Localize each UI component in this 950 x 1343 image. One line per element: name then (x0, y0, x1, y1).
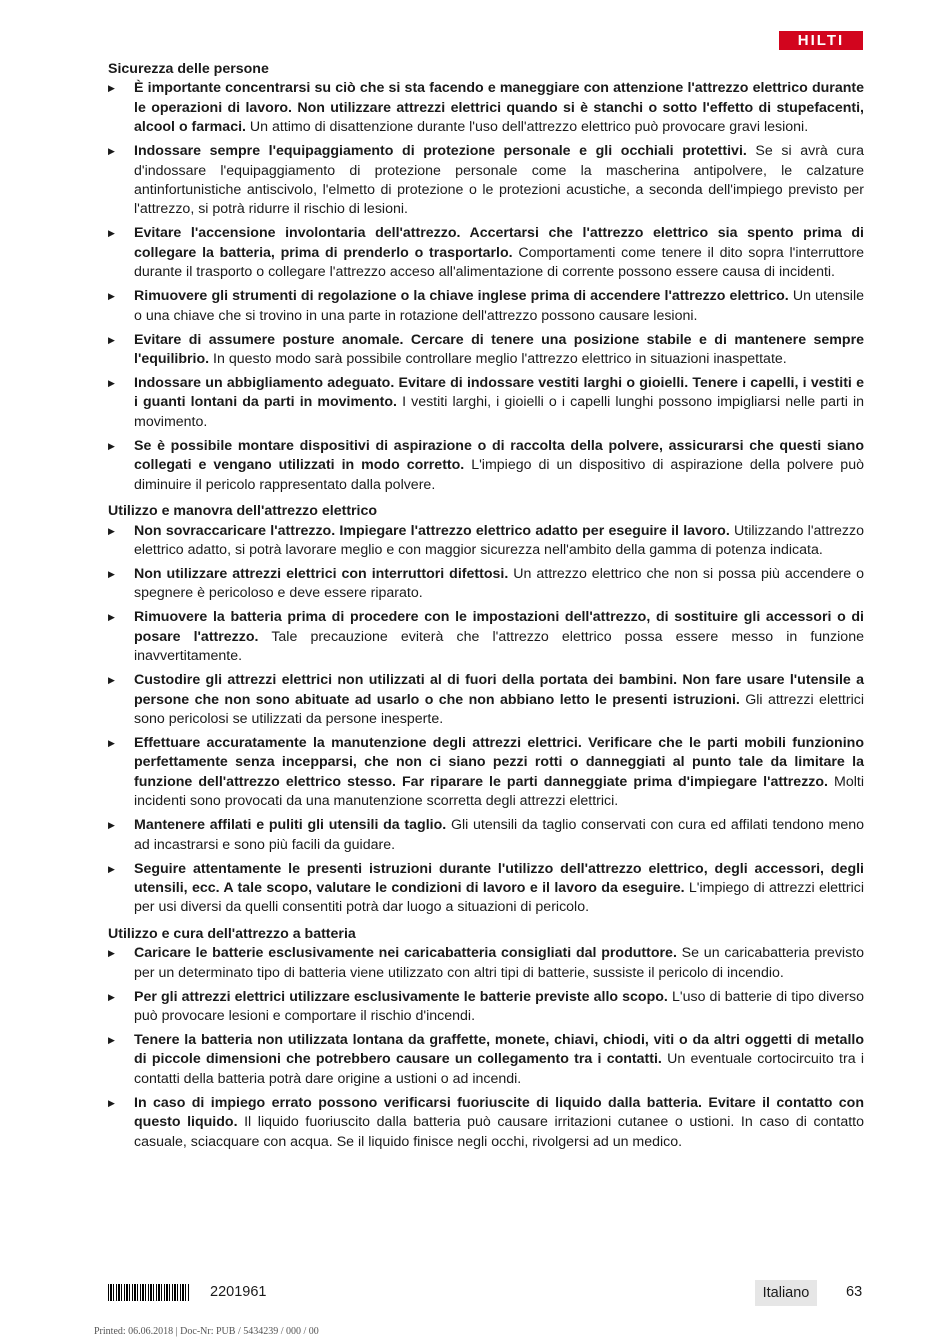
bullet-arrow-icon: ▶ (108, 83, 115, 94)
language-badge: Italiano (755, 1280, 817, 1306)
bullet-arrow-icon: ▶ (108, 1035, 115, 1045)
item-text: Comportamenti come tenere il dito sopra l'interruttore durante il trasporto o collegare l'attrezzo acceso all'alimentazione di corrente possono essere causa di incidenti. (134, 244, 864, 281)
item-text: I vestiti larghi, i gioielli o i capelli lunghi possono impigliarsi nelle parti in movimento. (134, 394, 864, 430)
item-text: Gli utensili da taglio conservati con cura ed affilati tendono meno ad incastrarsi e sono più facili da guidare. (134, 817, 864, 853)
item-bold: Rimuovere la batteria prima di procedere con le impostazioni dell'attrezzo, di sostituire gli accessori o di posare l'attrezzo. (134, 609, 864, 645)
bullet-arrow-icon: ▶ (108, 228, 115, 239)
document-body (108, 60, 864, 1159)
list-item (108, 287, 864, 326)
bullet-arrow-icon: ▶ (108, 291, 115, 302)
bullet-arrow-icon: ▶ (108, 334, 115, 345)
item-text: Tale precauzione eviterà che l'attrezzo elettrico possa essere messo in funzione inavvertitamente. (134, 628, 864, 665)
bullet-arrow-icon: ▶ (108, 948, 115, 959)
item-bold: Effettuare accuratamente la manutenzione degli attrezzi elettrici. Verificare che le parti mobili funzionino perfettamente senza incepparsi, che non ci siano pezzi rotti o danneggiati al punto tale da limitare la funzione dell'attrezzo elettrico stesso. Far riparare le parti danneggiate prima d'impiegare l'attrezzo. (134, 734, 864, 790)
bullet-arrow-icon: ▶ (108, 146, 115, 157)
item-bold: Per gli attrezzi elettrici utilizzare esclusivamente le batterie previste allo scopo. (134, 988, 668, 1005)
item-bold: Indossare sempre l'equipaggiamento di protezione personale e gli occhiali protettivi. (134, 143, 747, 160)
bullet-arrow-icon: ▶ (108, 568, 115, 579)
list-item (108, 1094, 864, 1152)
list-item (108, 988, 864, 1027)
item-text: Un attimo di disattenzione durante l'uso dell'attrezzo elettrico può provocare gravi lesioni. (245, 119, 809, 136)
item-text: Un utensile o una chiave che si trovino in una parte in rotazione dell'attrezzo possono causare lesioni. (134, 288, 864, 324)
section-personal-safety (108, 60, 864, 495)
item-bold: Non utilizzare attrezzi elettrici con interruttori difettosi. (134, 565, 509, 582)
item-bold: Evitare di assumere posture anomale. Cercare di tenere una posizione stabile e di mantenere sempre l'equilibrio. (134, 331, 864, 368)
item-text: Il liquido fuoriuscito dalla batteria può causare irritazioni cutanee o ustioni. In caso di contatto casuale, sciacquare con acqua. Se il liquido finisce negli occhi, rivolgersi ad un medico. (134, 1114, 864, 1150)
list-item (108, 224, 864, 282)
bullet-arrow-icon: ▶ (108, 1097, 115, 1108)
item-text: L'impiego di un dispositivo di aspirazione della polvere può diminuire il pericolo rappresentato dalla polvere. (134, 457, 864, 493)
page-number: 63 (846, 1284, 863, 1300)
item-bold: Indossare un abbigliamento adeguato. Evitare di indossare vestiti larghi o gioielli. Tenere i capelli, i vestiti e i guanti lontani da parti in movimento. (134, 375, 864, 411)
section-heading: Sicurezza delle persone (108, 61, 269, 77)
section-battery-care (108, 925, 864, 1152)
item-bold: Mantenere affilati e puliti gli utensili da taglio. (134, 817, 447, 834)
bullet-list (108, 522, 864, 918)
bullet-list (108, 944, 864, 1152)
item-text: Utilizzando l'attrezzo elettrico adatto, si potrà lavorare meglio e con maggior sicurezza nell'ambito della gamma di potenza indicata. (134, 522, 865, 558)
bullet-arrow-icon: ▶ (108, 675, 115, 686)
section-tool-usage (108, 502, 864, 918)
list-item (108, 608, 864, 666)
bullet-arrow-icon: ▶ (108, 820, 115, 831)
item-text: Se un caricabatteria previsto per un determinato tipo di batteria viene utilizzato con altri tipi di batterie, sussiste il pericolo di incendio. (134, 945, 864, 981)
print-info: Printed: 06.06.2018 | Doc-Nr: PUB / 5434239 / 000 / 00 (94, 1326, 319, 1337)
barcode (108, 1284, 190, 1301)
bullet-arrow-icon: ▶ (108, 612, 115, 623)
list-item (108, 671, 864, 729)
item-bold: Caricare le batterie esclusivamente nei caricabatteria consigliati dal produttore. (134, 945, 677, 962)
item-bold: Seguire attentamente le presenti istruzioni durante l'utilizzo dell'attrezzo elettrico, degli accessori, degli utensili, ecc. A tale scopo, valutare le condizioni di lavoro e il lavoro da eseguire. (134, 860, 864, 896)
list-item (108, 374, 864, 432)
item-bold: Custodire gli attrezzi elettrici non utilizzati al di fuori della portata dei bambini. Non fare usare l'utensile a persone che non sono abituate ad usarlo o che non abbiano letto le presenti istruzioni. (134, 672, 864, 708)
list-item (108, 860, 864, 918)
list-item (108, 437, 864, 495)
bullet-arrow-icon: ▶ (108, 525, 115, 536)
item-text: L'impiego di attrezzi elettrici per usi diversi da quelli consentiti potrà dar luogo a situazioni di pericolo. (134, 879, 864, 916)
hilti-logo: HILTI (779, 31, 863, 50)
list-item (108, 522, 864, 561)
bullet-arrow-icon: ▶ (108, 863, 115, 874)
list-item (108, 79, 864, 137)
bullet-arrow-icon: ▶ (108, 737, 115, 748)
item-bold: Evitare l'accensione involontaria dell'attrezzo. Accertarsi che l'attrezzo elettrico sia spento prima di collegare la batteria, prima di prenderlo o trasportarlo. (134, 225, 864, 261)
item-text: Un eventuale cortocircuito tra i contatti della batteria potrà dare origine a ustioni o ad incendi. (134, 1051, 864, 1087)
item-bold: Non sovraccaricare l'attrezzo. Impiegare l'attrezzo elettrico adatto per eseguire il lavoro. (134, 522, 730, 539)
section-heading: Utilizzo e manovra dell'attrezzo elettrico (108, 503, 378, 520)
item-text: Molti incidenti sono provocati da una manutenzione scorretta degli attrezzi elettrici. (134, 773, 865, 810)
item-bold: È importante concentrarsi su ciò che si sta facendo e maneggiare con attenzione l'attrezzo elettrico durante le operazioni di lavoro. Non utilizzare attrezzi elettrici quando si è stanchi o sotto l'effetto di stupefacenti, alcool o farmaci. (134, 80, 864, 136)
list-item (108, 816, 864, 855)
item-bold: In caso di impiego errato possono verificarsi fuoriuscite di liquido dalla batteria. Evitare il contatto con questo liquido. (134, 1094, 864, 1131)
bullet-arrow-icon: ▶ (108, 378, 115, 389)
list-item (108, 142, 864, 220)
list-item (108, 1031, 864, 1089)
list-item (108, 944, 864, 983)
list-item (108, 734, 864, 812)
doc-number: 2201961 (210, 1284, 267, 1300)
bullet-arrow-icon: ▶ (108, 440, 115, 451)
item-text: Un attrezzo elettrico che non si possa più accendere o spegnere è pericoloso e deve essere riparato. (134, 565, 864, 602)
item-text: Gli attrezzi elettrici sono pericolosi se utilizzati da persone inesperte. (134, 691, 864, 727)
bullet-arrow-icon: ▶ (108, 991, 115, 1002)
item-text: Se si avrà cura d'indossare l'equipaggiamento di protezione personale come la mascherina antipolvere, le calzature antinfortunistiche antiscivolo, l'elmetto di protezione o le protezioni acustiche, a seconda dell'impiego previsto per l'attrezzo, si potrà ridurre il rischio di lesioni. (134, 143, 864, 218)
list-item (108, 565, 864, 604)
section-heading: Utilizzo e cura dell'attrezzo a batteria (108, 925, 356, 942)
item-bold: Rimuovere gli strumenti di regolazione o la chiave inglese prima di accendere l'attrezzo elettrico. (134, 288, 789, 305)
list-item (108, 331, 864, 370)
item-text: L'uso di batterie di tipo diverso può provocare lesioni e comportare il rischio d'incendi. (134, 988, 864, 1024)
bullet-list (108, 79, 864, 495)
item-text: In questo modo sarà possibile controllare meglio l'attrezzo elettrico in situazioni inaspettate. (209, 351, 787, 368)
item-bold: Se è possibile montare dispositivi di aspirazione o di raccolta della polvere, assicurarsi che questi siano collegati e vengano utilizzati in modo corretto. (134, 437, 864, 474)
item-bold: Tenere la batteria non utilizzata lontana da graffette, monete, chiavi, chiodi, viti o da altri oggetti di metallo di piccole dimensioni che potrebbero causare un collegamento tra i contatti. (134, 1032, 864, 1068)
